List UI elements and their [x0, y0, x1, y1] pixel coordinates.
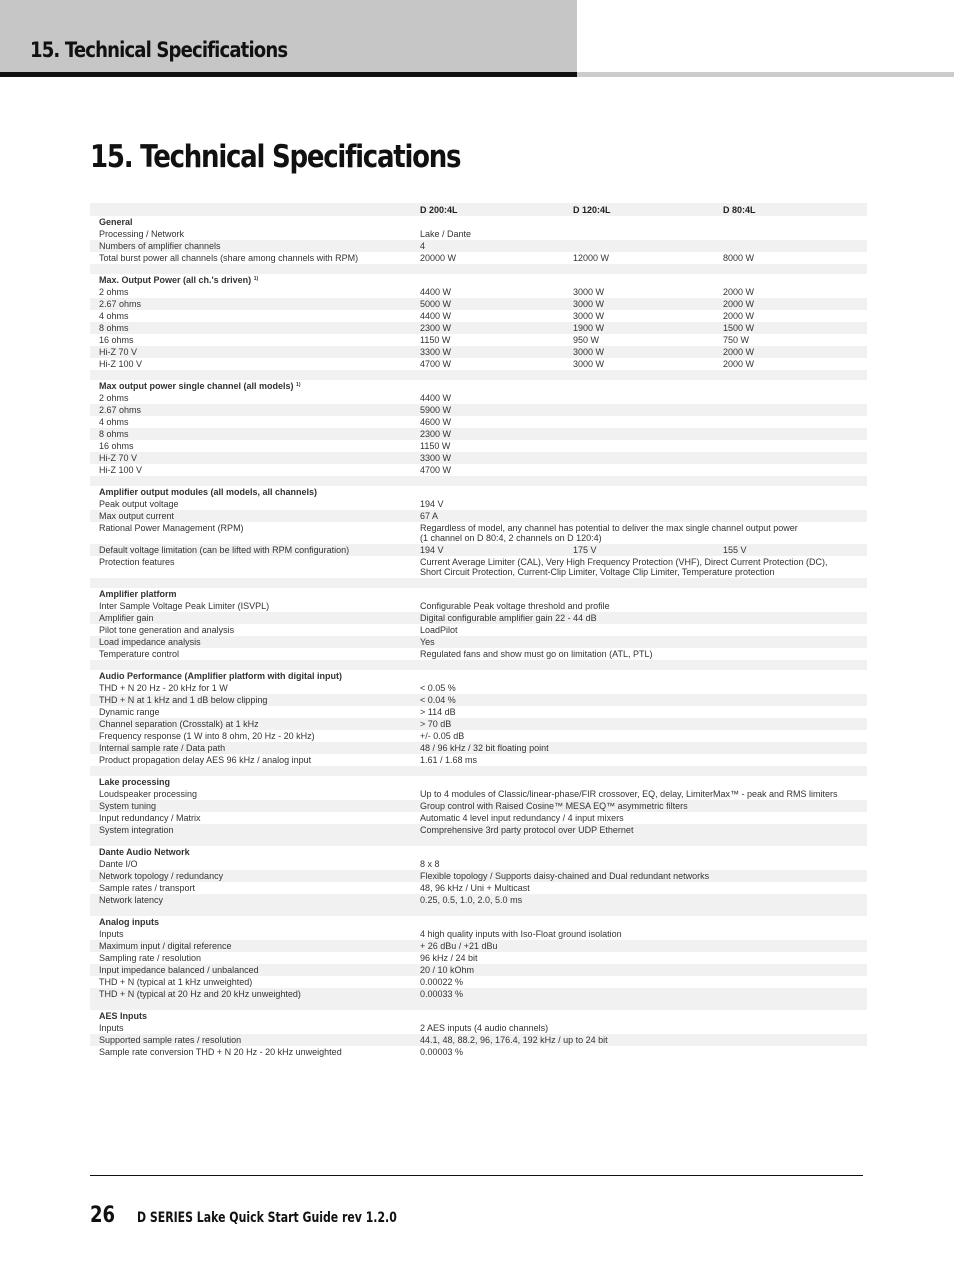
spec-value: 2 AES inputs (4 audio channels) [420, 1023, 549, 1033]
header-title: 15. Technical Specifications [30, 38, 288, 62]
table-row [90, 742, 867, 754]
spec-value: 2300 W [411, 322, 564, 334]
footnote-marker: 1) [296, 382, 301, 388]
table-row [90, 286, 867, 298]
spec-label: Peak output voltage [99, 499, 179, 509]
table-row [90, 228, 867, 240]
section-title-text: AES Inputs [99, 1011, 148, 1021]
spec-value-line: Short Circuit Protection, Current-Clip Limiter, Voltage Clip Limiter, Temperature protection [420, 567, 775, 577]
table-row [90, 824, 867, 836]
spec-value: 3000 W [573, 287, 605, 297]
table-row [90, 1034, 867, 1046]
table-row [90, 452, 867, 464]
spec-value: 175 V [564, 544, 714, 556]
spec-value-line: Regardless of model, any channel has potential to deliver the max single channel output power [420, 523, 798, 533]
spec-value: 12000 W [573, 253, 610, 263]
spacer-row [90, 1000, 867, 1010]
spec-value: 3300 W [411, 452, 867, 464]
table-row [90, 976, 867, 988]
spec-value: 3000 W [573, 359, 605, 369]
spec-label: THD + N (typical at 20 Hz and 20 kHz unweighted) [90, 988, 411, 1000]
table-row [90, 556, 867, 578]
spec-value: 3000 W [564, 298, 714, 310]
spacer-row [90, 836, 867, 846]
table-row [90, 346, 867, 358]
table-row [90, 322, 867, 334]
section-title-text: Amplifier platform [99, 589, 177, 599]
table-row [90, 416, 867, 428]
column-header-d120: D 120:4L [564, 203, 714, 216]
spec-label: System integration [90, 824, 411, 836]
spec-label: Protection features [99, 557, 175, 567]
header-rule [0, 72, 577, 77]
spec-value: + 26 dBu / +21 dBu [411, 940, 867, 952]
spec-value: 950 W [573, 335, 600, 345]
section-title-text: Audio Performance (Amplifier platform with digital input) [99, 671, 343, 681]
table-row [90, 988, 867, 1000]
spec-value: 1150 W [420, 335, 451, 345]
spec-value: 2000 W [714, 298, 867, 310]
spec-label: 4 ohms [99, 311, 129, 321]
spec-value: 194 V [411, 544, 564, 556]
table-row [90, 730, 867, 742]
spec-label: Load impedance analysis [90, 636, 411, 648]
spec-value: 5000 W [411, 298, 564, 310]
spacer-cell [90, 836, 867, 846]
spec-value: Automatic 4 level input redundancy / 4 input mixers [420, 813, 624, 823]
spec-label: Network latency [90, 894, 411, 906]
spec-label: Hi-Z 70 V [90, 452, 411, 464]
spec-value: 2000 W [714, 346, 867, 358]
spec-value: Comprehensive 3rd party protocol over UDP Ethernet [411, 824, 867, 836]
section-row [90, 216, 867, 228]
spec-value: 4700 W [420, 359, 452, 369]
spec-label: Sample rate conversion THD + N 20 Hz - 20 kHz unweighted [99, 1047, 342, 1057]
spacer-cell [90, 264, 867, 274]
table-row [90, 694, 867, 706]
table-row [90, 498, 867, 510]
section-title [90, 486, 867, 498]
spec-value: > 114 dB [420, 707, 456, 717]
spec-value: 20 / 10 kOhm [411, 964, 867, 976]
spacer-row [90, 370, 867, 380]
spec-label: Pilot tone generation and analysis [99, 625, 235, 635]
section-title [90, 916, 867, 928]
spec-value: < 0.04 % [411, 694, 867, 706]
table-row [90, 894, 867, 906]
table-row [90, 788, 867, 800]
spacer-row [90, 766, 867, 776]
column-header-d200: D 200:4L [411, 203, 564, 216]
spec-label: 16 ohms [99, 441, 134, 451]
spec-value: 4400 W [420, 287, 452, 297]
spec-value: 2000 W [723, 287, 755, 297]
spec-value: Configurable Peak voltage threshold and profile [420, 601, 610, 611]
spec-value: 67 A [411, 510, 867, 522]
spec-label: Hi-Z 70 V [90, 346, 411, 358]
spec-value: > 70 dB [411, 718, 867, 730]
spec-value: +/- 0.05 dB [420, 731, 465, 741]
spec-label: Network topology / redundancy [90, 870, 411, 882]
spec-value: 0.00033 % [411, 988, 867, 1000]
spec-value: 48, 96 kHz / Uni + Multicast [420, 883, 530, 893]
spec-value: Group control with Raised Cosine™ MESA EQ™ asymmetric filters [411, 800, 867, 812]
spec-label: Inputs [99, 1023, 124, 1033]
spec-label: THD + N at 1 kHz and 1 dB below clipping [90, 694, 411, 706]
spec-value: Lake / Dante [420, 229, 472, 239]
spec-value: 2000 W [723, 359, 755, 369]
table-row [90, 754, 867, 766]
table-row [90, 464, 867, 476]
table-row [90, 600, 867, 612]
table-row [90, 812, 867, 824]
spacer-row [90, 906, 867, 916]
spec-value: 1150 W [420, 441, 451, 451]
spec-label: Inter Sample Voltage Peak Limiter (ISVPL) [99, 601, 270, 611]
spacer-cell [90, 660, 867, 670]
spec-value: 4400 W [420, 311, 452, 321]
spec-value-multiline [411, 522, 867, 544]
spec-label: Default voltage limitation (can be lifted with RPM configuration) [90, 544, 411, 556]
table-row [90, 1022, 867, 1034]
table-row [90, 636, 867, 648]
spec-value: 1.61 / 1.68 ms [420, 755, 478, 765]
spec-label: 8 ohms [90, 428, 411, 440]
spec-value: 0.00003 % [420, 1047, 464, 1057]
section-title [90, 1010, 867, 1022]
spec-value: 194 V [420, 499, 444, 509]
spec-value: 44.1, 48, 88.2, 96, 176.4, 192 kHz / up to 24 bit [411, 1034, 867, 1046]
section-title-text: Dante Audio Network [99, 847, 190, 857]
spec-value: 1500 W [714, 322, 867, 334]
table-row [90, 882, 867, 894]
section-row [90, 380, 867, 392]
table-row [90, 940, 867, 952]
spec-value: 155 V [714, 544, 867, 556]
section-title-text: General [99, 217, 133, 227]
section-title-text: Max. Output Power (all ch.'s driven) [99, 275, 252, 285]
table-row [90, 510, 867, 522]
spec-value: 4 [411, 240, 867, 252]
table-header-blank [90, 203, 411, 216]
spec-value: 4700 W [420, 465, 452, 475]
spec-label: Hi-Z 100 V [99, 465, 143, 475]
spec-label: Internal sample rate / Data path [90, 742, 411, 754]
spec-label: Sample rates / transport [99, 883, 196, 893]
spacer-row [90, 578, 867, 588]
table-row [90, 682, 867, 694]
spec-value: 8000 W [723, 253, 755, 263]
spec-value: Digital configurable amplifier gain 22 - 44 dB [411, 612, 867, 624]
table-row [90, 544, 867, 556]
spacer-cell [90, 766, 867, 776]
table-row [90, 240, 867, 252]
spec-value-line: (1 channel on D 80:4, 2 channels on D 120:4) [420, 533, 602, 543]
spacer-cell [90, 370, 867, 380]
spec-label: Input redundancy / Matrix [99, 813, 201, 823]
table-row [90, 612, 867, 624]
spacer-cell [90, 578, 867, 588]
table-row [90, 718, 867, 730]
spec-label: Dante I/O [99, 859, 138, 869]
table-row [90, 392, 867, 404]
spec-label: Total burst power all channels (share among channels with RPM) [99, 253, 359, 263]
spec-value: 5900 W [411, 404, 867, 416]
spacer-row [90, 660, 867, 670]
spec-label: 2.67 ohms [90, 404, 411, 416]
spec-label: Temperature control [99, 649, 180, 659]
spec-value: 1900 W [564, 322, 714, 334]
spec-label: Hi-Z 100 V [99, 359, 143, 369]
spec-label: Product propagation delay AES 96 kHz / analog input [99, 755, 312, 765]
footnote-marker: 1) [253, 276, 259, 282]
spec-label: Dynamic range [99, 707, 160, 717]
table-row [90, 440, 867, 452]
spec-value: 20000 W [420, 253, 457, 263]
table-row [90, 928, 867, 940]
spec-label: Numbers of amplifier channels [90, 240, 411, 252]
spec-value-multiline [411, 556, 867, 578]
section-title [90, 588, 867, 600]
section-row [90, 846, 867, 858]
spacer-row [90, 476, 867, 486]
spec-value: LoadPilot [420, 625, 458, 635]
spec-label: Sampling rate / resolution [99, 953, 202, 963]
spec-label: 2 ohms [99, 393, 129, 403]
spacer-cell [90, 476, 867, 486]
section-title [90, 274, 867, 286]
table-row [90, 648, 867, 660]
spec-value: Flexible topology / Supports daisy-chained and Dual redundant networks [411, 870, 867, 882]
spacer-cell [90, 1000, 867, 1010]
spec-label: THD + N (typical at 1 kHz unweighted) [99, 977, 253, 987]
spec-value: 2000 W [723, 311, 755, 321]
table-row [90, 624, 867, 636]
spec-value: Regulated fans and show must go on limitation (ATL, PTL) [420, 649, 653, 659]
table-row [90, 522, 867, 544]
table-row [90, 252, 867, 264]
section-title-text: Analog inputs [99, 917, 159, 927]
section-row [90, 916, 867, 928]
spec-label: Maximum input / digital reference [90, 940, 411, 952]
section-title-text: Lake processing [99, 777, 171, 787]
table-row [90, 858, 867, 870]
spec-label: 16 ohms [99, 335, 134, 345]
section-row [90, 1010, 867, 1022]
section-title [90, 776, 867, 788]
spec-label: Channel separation (Crosstalk) at 1 kHz [90, 718, 411, 730]
spec-label: Inputs [99, 929, 124, 939]
spec-value-line: Current Average Limiter (CAL), Very High Frequency Protection (VHF), Direct Current Protection (DC), [420, 557, 828, 567]
spec-table [90, 203, 867, 1058]
spec-label: Frequency response (1 W into 8 ohm, 20 Hz - 20 kHz) [99, 731, 315, 741]
spec-value: Up to 4 modules of Classic/linear-phase/FIR crossover, EQ, delay, LimiterMax™ - peak and RMS limiters [420, 789, 838, 799]
spec-value: Yes [411, 636, 867, 648]
spec-value: 48 / 96 kHz / 32 bit floating point [411, 742, 867, 754]
section-title [90, 846, 867, 858]
section-title-text: Max output power single channel (all models) [99, 381, 294, 391]
spec-label: Loudspeaker processing [99, 789, 198, 799]
spec-value: 3000 W [573, 311, 605, 321]
section-title [90, 670, 867, 682]
table-row [90, 404, 867, 416]
table-row [90, 706, 867, 718]
section-row [90, 670, 867, 682]
table-row [90, 800, 867, 812]
spec-value: 3300 W [411, 346, 564, 358]
table-row [90, 952, 867, 964]
column-header-d80: D 80:4L [714, 203, 867, 216]
spec-value: 750 W [723, 335, 750, 345]
table-row [90, 310, 867, 322]
footer-rule [90, 1175, 863, 1176]
section-title [90, 216, 867, 228]
document-name: D SERIES Lake Quick Start Guide rev 1.2.0 [137, 1210, 397, 1226]
table-header-row [90, 203, 867, 216]
spec-value: 8 x 8 [420, 859, 440, 869]
spec-label: System tuning [90, 800, 411, 812]
table-row [90, 964, 867, 976]
page-number: 26 [90, 1203, 116, 1228]
spec-value: 2300 W [411, 428, 867, 440]
page-title: 15. Technical Specifications [90, 139, 461, 175]
section-title [90, 380, 867, 392]
table-row [90, 1046, 867, 1058]
spec-label: 8 ohms [90, 322, 411, 334]
section-row [90, 274, 867, 286]
section-row [90, 776, 867, 788]
section-title-text: Amplifier output modules (all models, all channels) [99, 487, 318, 497]
spacer-cell [90, 906, 867, 916]
header-rule-light [577, 72, 954, 77]
spec-value: 4600 W [420, 417, 452, 427]
table-row [90, 334, 867, 346]
spec-value: 0.00022 % [420, 977, 464, 987]
spec-value: < 0.05 % [420, 683, 456, 693]
spec-label: Supported sample rates / resolution [90, 1034, 411, 1046]
table-row [90, 870, 867, 882]
spec-value: 0.25, 0.5, 1.0, 2.0, 5.0 ms [411, 894, 867, 906]
table-row [90, 358, 867, 370]
spec-label: Input impedance balanced / unbalanced [90, 964, 411, 976]
section-row [90, 486, 867, 498]
spec-label: 2.67 ohms [90, 298, 411, 310]
table-row [90, 428, 867, 440]
table-row [90, 298, 867, 310]
spec-label: THD + N 20 Hz - 20 kHz for 1 W [99, 683, 228, 693]
spec-value: 3000 W [564, 346, 714, 358]
spacer-row [90, 264, 867, 274]
spec-value: 96 kHz / 24 bit [420, 953, 478, 963]
section-row [90, 588, 867, 600]
spec-label: Processing / Network [99, 229, 185, 239]
spec-label: 2 ohms [99, 287, 129, 297]
spec-label: Max output current [90, 510, 411, 522]
spec-label: 4 ohms [99, 417, 129, 427]
spec-value: 4400 W [420, 393, 452, 403]
spec-label: Rational Power Management (RPM) [99, 523, 244, 533]
spec-value: 4 high quality inputs with Iso-Float ground isolation [420, 929, 622, 939]
spec-label: Amplifier gain [90, 612, 411, 624]
